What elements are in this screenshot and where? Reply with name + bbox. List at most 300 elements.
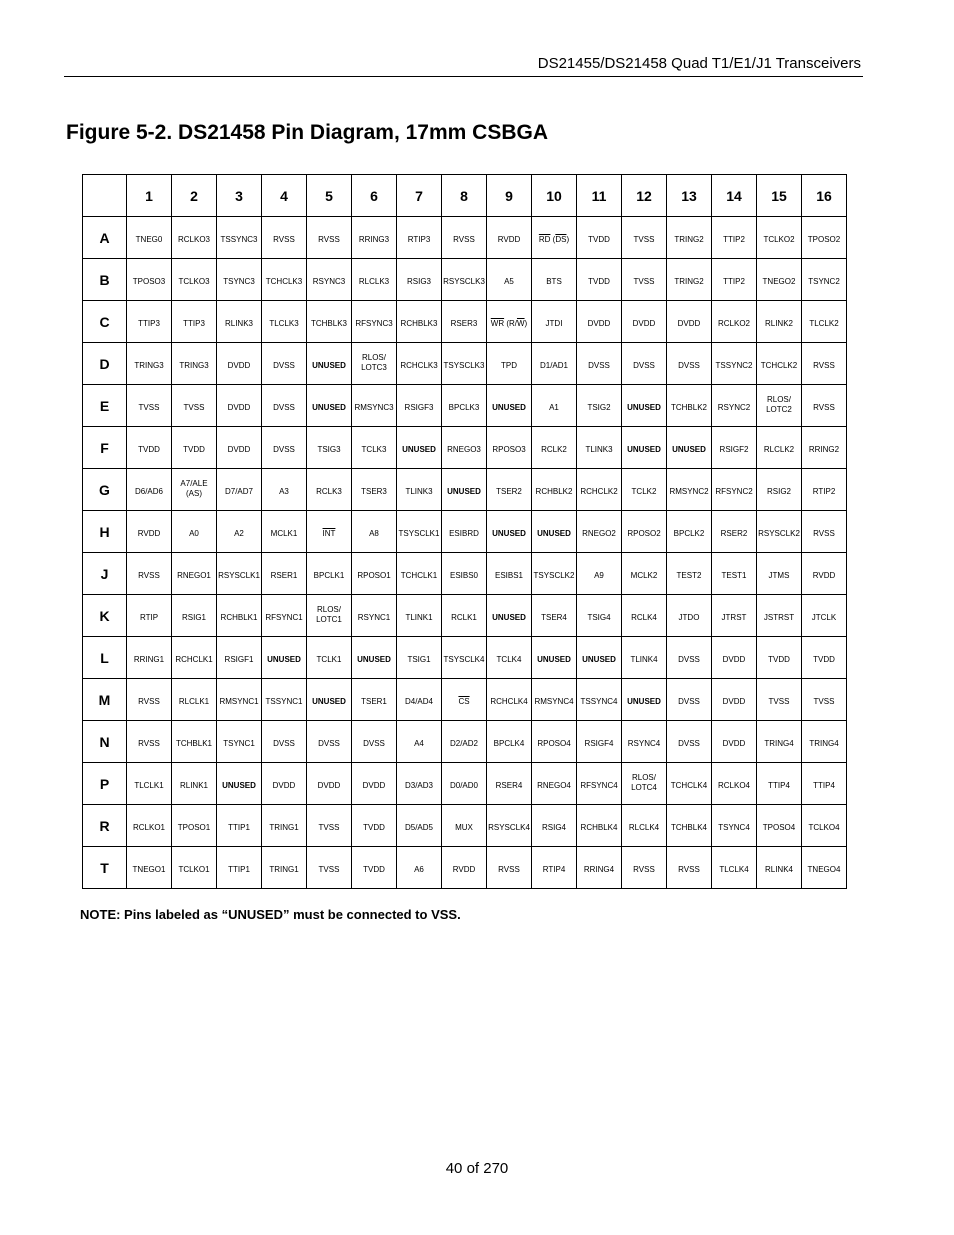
pin-cell — [127, 427, 172, 469]
pin-name: TVSS — [318, 822, 340, 832]
pin-name: RMSYNC3 — [354, 402, 394, 412]
note: NOTE: Pins labeled as “UNUSED” must be connected to VSS. — [80, 907, 461, 922]
pin-name: BPCLK4 — [493, 738, 525, 748]
pin-cell — [802, 301, 847, 343]
pin-cell — [352, 427, 397, 469]
pin-name: RSIG3 — [406, 276, 431, 286]
pin-cell — [352, 679, 397, 721]
pin-name: RNEGO4 — [537, 780, 571, 790]
pin-cell — [712, 427, 757, 469]
pin-name: UNUSED — [492, 612, 526, 622]
pin-cell — [712, 595, 757, 637]
pin-name: RSIGF3 — [404, 402, 434, 412]
pin-cell — [802, 511, 847, 553]
pin-name: DVSS — [363, 738, 385, 748]
pin-cell — [397, 595, 442, 637]
pin-name: TSYNC3 — [223, 276, 255, 286]
pin-cell — [757, 427, 802, 469]
pin-name: TRING4 — [764, 738, 794, 748]
pin-cell — [532, 217, 577, 259]
pin-cell — [712, 343, 757, 385]
pin-cell — [397, 469, 442, 511]
pin-name: RCHCLK4 — [490, 696, 528, 706]
pin-cell — [217, 679, 262, 721]
pin-cell — [172, 301, 217, 343]
pin-name: DVDD — [722, 696, 746, 706]
pin-name: TCLKO1 — [178, 864, 210, 874]
pin-cell — [532, 595, 577, 637]
pin-name: TNEG0 — [135, 234, 163, 244]
pin-cell — [487, 553, 532, 595]
pin-name: TCLK2 — [631, 486, 657, 496]
pin-cell — [712, 847, 757, 889]
corner-cell — [83, 175, 127, 217]
pin-name: RLINK3 — [224, 318, 253, 328]
pin-cell — [127, 553, 172, 595]
pin-name: RTIP2 — [812, 486, 836, 496]
pin-cell — [172, 217, 217, 259]
pin-name: RSIG4 — [541, 822, 566, 832]
pin-cell — [577, 427, 622, 469]
pin-name: A3 — [279, 486, 289, 496]
pin-cell — [622, 679, 667, 721]
pin-cell — [217, 721, 262, 763]
pin-name: TCLKO3 — [178, 276, 210, 286]
pin-name: D0/AD0 — [449, 780, 478, 790]
pin-cell — [307, 469, 352, 511]
pin-cell — [622, 637, 667, 679]
pin-name: RVSS — [813, 360, 835, 370]
row-label: T — [83, 847, 127, 889]
pin-name: ESIBS1 — [494, 570, 523, 580]
pin-name: TCLK3 — [361, 444, 387, 454]
pin-name: TSIG1 — [407, 654, 431, 664]
pin-cell — [172, 679, 217, 721]
pin-cell — [127, 595, 172, 637]
pin-cell — [442, 847, 487, 889]
pin-name: RSYNC3 — [312, 276, 346, 286]
pin-name: TTIP3 — [183, 318, 205, 328]
pin-name: RCLKO1 — [132, 822, 165, 832]
pin-cell — [442, 637, 487, 679]
pin-cell — [532, 553, 577, 595]
row-label: B — [83, 259, 127, 301]
pin-cell — [667, 763, 712, 805]
pin-cell — [622, 511, 667, 553]
pin-cell — [217, 217, 262, 259]
table-row — [83, 427, 847, 469]
pin-name: RCHBLK3 — [400, 318, 438, 328]
table-row — [83, 721, 847, 763]
pin-cell — [172, 595, 217, 637]
pin-cell — [352, 721, 397, 763]
pin-cell — [262, 259, 307, 301]
pin-name: A0 — [189, 528, 199, 538]
pin-name: RVSS — [813, 402, 835, 412]
pin-name: TCHBLK3 — [310, 318, 347, 328]
column-header: 12 — [622, 175, 667, 217]
pin-cell — [262, 721, 307, 763]
pin-cell — [532, 721, 577, 763]
pin-cell — [217, 553, 262, 595]
pin-cell — [757, 637, 802, 679]
pin-name: TLCLK4 — [719, 864, 749, 874]
row-label: F — [83, 427, 127, 469]
pin-name: RNEGO3 — [447, 444, 481, 454]
pin-name: DVSS — [588, 360, 610, 370]
pin-cell — [352, 259, 397, 301]
table-row — [83, 679, 847, 721]
pin-name: TRING2 — [674, 234, 704, 244]
pin-name: TCHBLK2 — [670, 402, 707, 412]
pin-cell — [307, 301, 352, 343]
pin-name: RVSS — [498, 864, 520, 874]
pin-name: TVSS — [183, 402, 205, 412]
pin-name: TTIP1 — [228, 822, 250, 832]
pin-name: DVSS — [678, 696, 700, 706]
table-row — [83, 217, 847, 259]
pin-cell — [127, 469, 172, 511]
pin-name: $\overline{WR}$ $(R/\overline{W})$ — [490, 318, 528, 328]
pin-name: UNUSED — [312, 696, 346, 706]
pin-cell — [802, 259, 847, 301]
pin-cell — [712, 553, 757, 595]
pin-name: RCHBLK4 — [580, 822, 618, 832]
pin-name: RMSYNC1 — [219, 696, 259, 706]
pin-cell — [487, 343, 532, 385]
pin-cell — [487, 721, 532, 763]
row-label: P — [83, 763, 127, 805]
pin-cell — [352, 637, 397, 679]
pin-cell — [442, 763, 487, 805]
pin-name: RVSS — [453, 234, 475, 244]
pin-cell — [127, 721, 172, 763]
pin-cell — [442, 511, 487, 553]
pin-name: RCHCLK3 — [400, 360, 438, 370]
pin-cell — [577, 511, 622, 553]
pin-cell — [127, 259, 172, 301]
pin-cell — [307, 721, 352, 763]
pin-name: RSIGF4 — [584, 738, 614, 748]
pin-name: TSER2 — [496, 486, 522, 496]
table-row — [83, 385, 847, 427]
pin-name: BPCLK2 — [673, 528, 705, 538]
pin-name: RSER3 — [450, 318, 478, 328]
pin-cell — [802, 469, 847, 511]
pin-cell — [532, 259, 577, 301]
pin-cell — [127, 217, 172, 259]
pin-name: $\overline{INT}$ — [322, 528, 336, 538]
pin-name: RSIGF2 — [719, 444, 749, 454]
pin-name: TNEGO1 — [132, 864, 166, 874]
table-row — [83, 595, 847, 637]
pin-name: RTIP — [139, 612, 159, 622]
pin-name: RMSYNC4 — [534, 696, 574, 706]
pin-cell — [217, 595, 262, 637]
table-row — [83, 763, 847, 805]
row-label: D — [83, 343, 127, 385]
pin-cell — [577, 847, 622, 889]
pin-cell — [487, 679, 532, 721]
pin-cell — [397, 679, 442, 721]
pin-name: DVDD — [362, 780, 386, 790]
pin-name: RRING4 — [583, 864, 615, 874]
pin-name: TTIP4 — [813, 780, 835, 790]
pin-cell — [757, 763, 802, 805]
pin-cell — [397, 217, 442, 259]
pin-cell — [532, 427, 577, 469]
pin-cell — [577, 217, 622, 259]
pin-cell — [442, 301, 487, 343]
table-row — [83, 343, 847, 385]
pin-cell — [757, 595, 802, 637]
pin-cell — [667, 343, 712, 385]
pin-cell — [667, 511, 712, 553]
pin-cell — [532, 763, 577, 805]
pin-cell — [442, 553, 487, 595]
pin-name: TPOSO3 — [132, 276, 166, 286]
pin-cell — [622, 553, 667, 595]
column-header: 4 — [262, 175, 307, 217]
pin-cell — [802, 343, 847, 385]
pin-name: TVSS — [768, 696, 790, 706]
pin-name: TVSS — [813, 696, 835, 706]
pin-cell — [307, 805, 352, 847]
pin-name: TCLK4 — [496, 654, 522, 664]
pin-name: JTRST — [721, 612, 747, 622]
pin-name: TRING4 — [809, 738, 839, 748]
pin-name: $\overline{CS}$ — [458, 696, 470, 706]
pin-cell — [757, 805, 802, 847]
pin-name: TEST2 — [676, 570, 702, 580]
pin-name: RVSS — [138, 696, 160, 706]
pin-cell — [757, 847, 802, 889]
pin-cell — [352, 805, 397, 847]
pin-name: DVDD — [722, 654, 746, 664]
pin-name: DVSS — [678, 360, 700, 370]
pin-name: TPOSO4 — [762, 822, 796, 832]
pin-name: RRING3 — [358, 234, 390, 244]
pin-name: UNUSED — [582, 654, 616, 664]
pin-cell — [352, 763, 397, 805]
pin-cell — [307, 679, 352, 721]
pin-name: RRING1 — [133, 654, 165, 664]
pin-name: DVSS — [678, 738, 700, 748]
pin-name: RPOSO4 — [537, 738, 571, 748]
pin-name: D6/AD6 — [134, 486, 163, 496]
pin-cell — [622, 217, 667, 259]
pin-name: RPOSO2 — [627, 528, 661, 538]
pin-name: TVDD — [588, 276, 610, 286]
pin-cell — [712, 511, 757, 553]
pin-name: RCLKO4 — [717, 780, 750, 790]
pin-name: RFSYNC4 — [580, 780, 618, 790]
pin-cell — [487, 511, 532, 553]
pin-name: TCHCLK1 — [400, 570, 438, 580]
pin-name: TSYSCLK1 — [398, 528, 440, 538]
pin-cell — [307, 847, 352, 889]
pin-name: TSIG2 — [587, 402, 611, 412]
pin-name: RCLK1 — [451, 612, 477, 622]
pin-cell — [397, 301, 442, 343]
pin-name: TCHBLK1 — [175, 738, 212, 748]
pin-cell — [307, 427, 352, 469]
pin-name: UNUSED — [357, 654, 391, 664]
pin-cell — [667, 259, 712, 301]
pin-cell — [397, 511, 442, 553]
pin-name: TSSYNC1 — [265, 696, 303, 706]
column-header: 15 — [757, 175, 802, 217]
pin-cell — [802, 679, 847, 721]
pin-cell — [802, 637, 847, 679]
pin-name: TRING1 — [269, 822, 299, 832]
pin-name: TSER3 — [361, 486, 387, 496]
pin-cell — [307, 637, 352, 679]
pin-name: UNUSED — [312, 360, 346, 370]
pin-cell — [442, 343, 487, 385]
pin-name: BPCLK1 — [313, 570, 345, 580]
pin-cell — [712, 259, 757, 301]
pin-name: DVDD — [677, 318, 701, 328]
pin-cell — [802, 847, 847, 889]
pin-name: TNEGO4 — [807, 864, 841, 874]
pin-cell — [667, 637, 712, 679]
pin-cell — [262, 805, 307, 847]
pin-name: TTIP4 — [768, 780, 790, 790]
column-header: 10 — [532, 175, 577, 217]
pin-name: TCHCLK4 — [670, 780, 708, 790]
pin-cell — [577, 385, 622, 427]
pin-name: RVSS — [678, 864, 700, 874]
pin-cell — [487, 217, 532, 259]
pin-cell — [352, 553, 397, 595]
row-label: C — [83, 301, 127, 343]
pin-name: TRING3 — [179, 360, 209, 370]
pin-cell — [802, 217, 847, 259]
pin-name: RVSS — [273, 234, 295, 244]
row-label: G — [83, 469, 127, 511]
pin-cell — [622, 427, 667, 469]
pin-cell — [262, 553, 307, 595]
pin-cell — [757, 469, 802, 511]
pin-cell — [397, 259, 442, 301]
pin-name: JSTRST — [763, 612, 795, 622]
pin-cell — [667, 595, 712, 637]
pin-cell — [262, 427, 307, 469]
pin-cell — [442, 427, 487, 469]
pin-cell — [712, 679, 757, 721]
pin-cell — [757, 553, 802, 595]
column-header: 13 — [667, 175, 712, 217]
pin-name: TSER1 — [361, 696, 387, 706]
pin-name: TVSS — [138, 402, 160, 412]
pin-name: $\overline{RD}$ $(\overline{DS})$ — [538, 234, 570, 244]
pin-name: RSIGF1 — [224, 654, 254, 664]
pin-name: A5 — [504, 276, 514, 286]
pin-cell — [487, 595, 532, 637]
pin-cell — [712, 301, 757, 343]
pin-name: TLCLK3 — [269, 318, 299, 328]
pin-name: TPOSO2 — [807, 234, 841, 244]
pin-cell — [127, 763, 172, 805]
pin-name: TLINK3 — [585, 444, 613, 454]
pin-cell — [712, 805, 757, 847]
pin-cell — [622, 385, 667, 427]
pin-cell — [262, 343, 307, 385]
pin-name: RTIP4 — [542, 864, 566, 874]
pin-cell — [172, 805, 217, 847]
pin-cell — [397, 847, 442, 889]
pin-name: TTIP2 — [723, 234, 745, 244]
pin-name: UNUSED — [492, 402, 526, 412]
pin-cell — [397, 721, 442, 763]
pin-cell — [262, 847, 307, 889]
pin-cell — [757, 217, 802, 259]
table-row — [83, 805, 847, 847]
pin-cell — [307, 385, 352, 427]
pin-cell — [172, 511, 217, 553]
row-label: E — [83, 385, 127, 427]
pin-name: RVSS — [813, 528, 835, 538]
pin-name: UNUSED — [672, 444, 706, 454]
row-label: N — [83, 721, 127, 763]
pin-name: JTCLK — [811, 612, 837, 622]
pin-name: RSYNC2 — [717, 402, 751, 412]
pin-name: D5/AD5 — [404, 822, 433, 832]
pin-cell — [262, 385, 307, 427]
pin-cell — [397, 385, 442, 427]
pin-cell — [757, 679, 802, 721]
pin-cell — [352, 343, 397, 385]
pin-name: TCLKO4 — [808, 822, 840, 832]
pin-name: TTIP1 — [228, 864, 250, 874]
pin-cell — [622, 721, 667, 763]
pin-name: UNUSED — [447, 486, 481, 496]
pin-name: RSIG2 — [766, 486, 791, 496]
pin-cell — [757, 721, 802, 763]
pin-cell — [217, 511, 262, 553]
pin-cell — [802, 553, 847, 595]
pin-cell — [712, 637, 757, 679]
pin-name: BTS — [546, 276, 562, 286]
pin-cell — [262, 595, 307, 637]
pin-cell — [217, 469, 262, 511]
pin-name: RPOSO3 — [492, 444, 526, 454]
pin-cell — [622, 343, 667, 385]
pin-cell — [127, 511, 172, 553]
pin-cell — [442, 721, 487, 763]
pin-cell — [532, 511, 577, 553]
pin-cell — [127, 301, 172, 343]
pin-name: RLCLK1 — [178, 696, 210, 706]
pin-cell — [667, 385, 712, 427]
pin-name: TSSYNC4 — [580, 696, 618, 706]
pin-cell — [622, 847, 667, 889]
pin-cell — [172, 385, 217, 427]
pin-cell — [757, 259, 802, 301]
pin-cell — [622, 763, 667, 805]
pin-cell — [532, 805, 577, 847]
table-row — [83, 259, 847, 301]
pin-cell — [352, 217, 397, 259]
pin-name: MCLK1 — [270, 528, 298, 538]
pin-cell — [442, 469, 487, 511]
pin-cell — [577, 805, 622, 847]
pin-name: TVSS — [633, 276, 655, 286]
pin-cell — [802, 385, 847, 427]
pin-name: RLCLK2 — [763, 444, 795, 454]
pin-name: RLOS/ LOTC3 — [361, 352, 387, 372]
